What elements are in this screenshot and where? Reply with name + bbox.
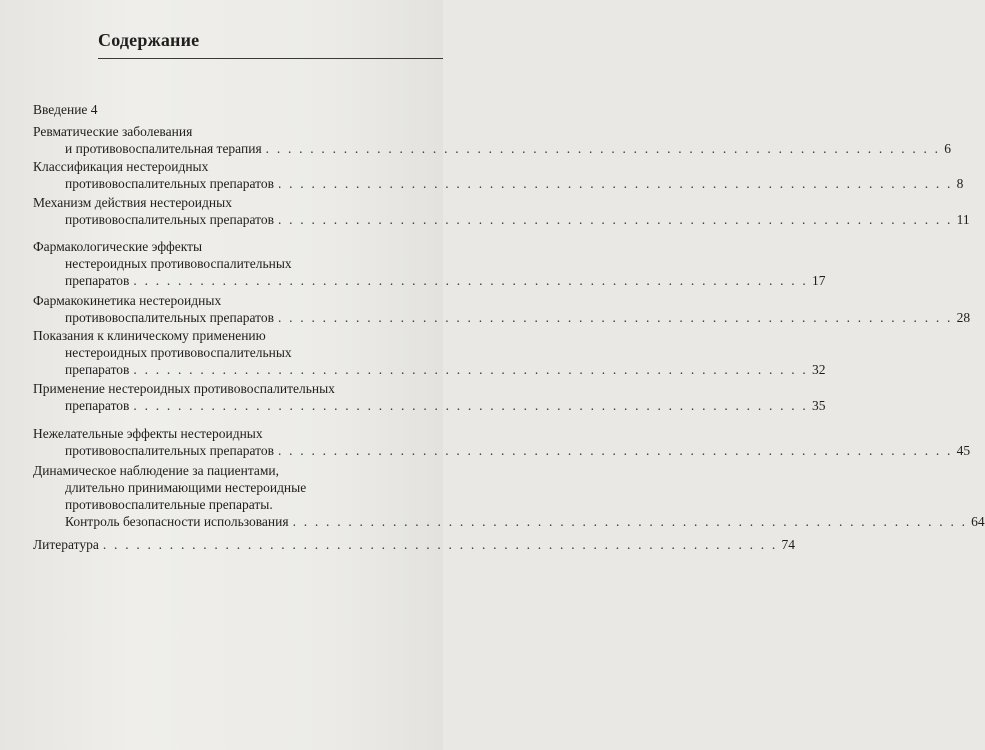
toc-entry-title-end: противовоспалительных препаратов — [65, 176, 274, 191]
page-number: 28 — [956, 310, 971, 325]
page-number: 8 — [956, 176, 964, 191]
toc-entry — [33, 123, 951, 157]
toc-entry-title-end: противовоспалительных препаратов — [65, 310, 274, 325]
toc-entry-title-end: и противовоспалительная терапия — [65, 141, 262, 156]
toc-entry-title-end: противовоспалительных препаратов — [65, 212, 274, 227]
toc-entry-final-line — [33, 140, 951, 157]
toc-entry-title-end: Контроль безопасности использования — [65, 514, 289, 529]
page-number: 74 — [781, 537, 795, 552]
toc-entry-final-line — [33, 513, 985, 530]
page-number: 32 — [812, 362, 826, 377]
toc-entry-line: Фармакологические эффекты — [33, 239, 203, 254]
toc-entry-final-line — [33, 309, 971, 326]
toc-entry — [33, 425, 971, 459]
toc-entry-line: Динамическое наблюдение за пациентами, — [33, 463, 280, 478]
toc-entry — [33, 462, 985, 530]
toc-entry-title-end: препаратов — [65, 273, 130, 288]
toc-entry — [33, 158, 964, 192]
toc-entry — [33, 380, 826, 414]
toc-intro: Введение 4 — [33, 102, 98, 117]
toc-entry-final-line — [33, 272, 826, 289]
toc-entry-final-line — [33, 397, 826, 414]
toc-entry — [33, 292, 971, 326]
toc-entry-title-end: препаратов — [65, 398, 130, 413]
toc-entry — [33, 536, 795, 553]
toc-entry-line: Нежелательные эффекты нестероидных — [33, 426, 263, 441]
toc-entry — [33, 327, 826, 378]
toc-entry-final-line — [33, 175, 964, 192]
page-number: 64 — [971, 514, 985, 529]
dot-leader: . . . . . . . . . . . . . . . . . . . . . . . . . . . . . . . . . . . . . . . . . . . . . . . . . . . . . . . . . . . . . — [265, 141, 941, 156]
toc-entry-final-line — [33, 361, 826, 378]
dot-leader: . . . . . . . . . . . . . . . . . . . . . . . . . . . . . . . . . . . . . . . . . . . . . . . . . . . . . . . . . . . . . — [278, 310, 953, 325]
page-number: 35 — [812, 398, 826, 413]
toc-entry-line: Применение нестероидных противовоспалительных — [33, 381, 335, 396]
toc-entry-line: нестероидных противовоспалительных — [65, 345, 292, 360]
dot-leader: . . . . . . . . . . . . . . . . . . . . . . . . . . . . . . . . . . . . . . . . . . . . . . . . . . . . . . . . . . . . . — [278, 212, 953, 227]
toc-entry-final-line — [33, 536, 795, 553]
toc-entry-line: Показания к клиническому применению — [33, 328, 266, 343]
dot-leader: . . . . . . . . . . . . . . . . . . . . . . . . . . . . . . . . . . . . . . . . . . . . . . . . . . . . . . . . . . . . . — [278, 176, 953, 191]
dot-leader: . . . . . . . . . . . . . . . . . . . . . . . . . . . . . . . . . . . . . . . . . . . . . . . . . . . . . . . . . . . . . — [102, 537, 778, 552]
toc-entry-title-end: препаратов — [65, 362, 130, 377]
toc-entry-title-end: Литература — [33, 537, 99, 552]
title-block — [98, 30, 199, 51]
dot-leader: . . . . . . . . . . . . . . . . . . . . . . . . . . . . . . . . . . . . . . . . . . . . . . . . . . . . . . . . . . . . . — [278, 443, 953, 458]
toc-entry-line: Ревматические заболевания — [33, 124, 193, 139]
toc-entry-line: Фармакокинетика нестероидных — [33, 293, 222, 308]
dot-leader: . . . . . . . . . . . . . . . . . . . . . . . . . . . . . . . . . . . . . . . . . . . . . . . . . . . . . . . . . . . . . — [292, 514, 968, 529]
toc-entry-title-end: противовоспалительных препаратов — [65, 443, 274, 458]
page-title: Содержание — [98, 30, 200, 50]
toc-entry-final-line — [33, 442, 971, 459]
page-number: 11 — [956, 212, 970, 227]
page-number: 17 — [812, 273, 826, 288]
toc-entry-line: длительно принимающими нестероидные — [65, 480, 307, 495]
dot-leader: . . . . . . . . . . . . . . . . . . . . . . . . . . . . . . . . . . . . . . . . . . . . . . . . . . . . . . . . . . . . . — [133, 273, 808, 288]
toc-entry — [33, 194, 970, 228]
page-number: 45 — [956, 443, 971, 458]
title-rule — [98, 58, 443, 59]
toc-entry-line: противовоспалительные препараты. — [65, 497, 273, 512]
dot-leader: . . . . . . . . . . . . . . . . . . . . . . . . . . . . . . . . . . . . . . . . . . . . . . . . . . . . . . . . . . . . . — [133, 362, 808, 377]
toc-entry — [33, 238, 826, 289]
toc-entry-line: Классификация нестероидных — [33, 159, 209, 174]
toc-entry-final-line — [33, 211, 970, 228]
toc-entry-line: Механизм действия нестероидных — [33, 195, 232, 210]
toc-entry-line: нестероидных противовоспалительных — [65, 256, 292, 271]
dot-leader: . . . . . . . . . . . . . . . . . . . . . . . . . . . . . . . . . . . . . . . . . . . . . . . . . . . . . . . . . . . . . — [133, 398, 808, 413]
page-number: 6 — [944, 141, 951, 156]
